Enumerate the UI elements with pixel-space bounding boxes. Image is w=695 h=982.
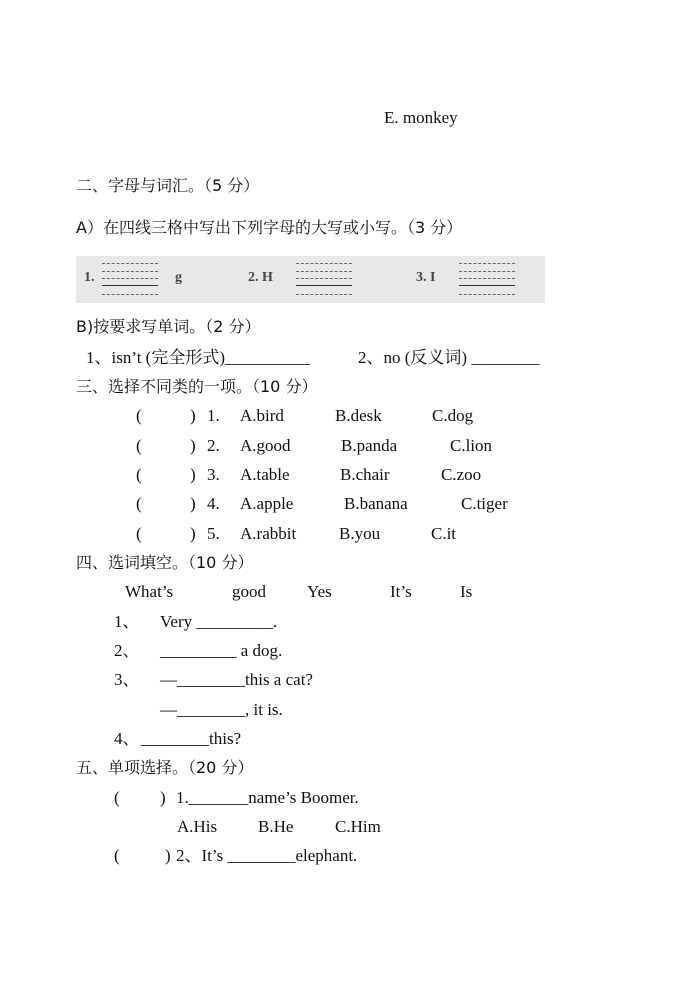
answer-paren-close: ) bbox=[190, 436, 196, 455]
section4-title: 四、选词填空。（10 分） bbox=[76, 553, 254, 572]
partB-item-1: 1、isn’t (完全形式)__________ bbox=[86, 348, 310, 367]
question-number: 5. bbox=[207, 524, 220, 543]
four-line-grid-3[interactable] bbox=[459, 261, 515, 297]
fill-item-3b: —________, it is. bbox=[160, 700, 283, 719]
option-b: B.you bbox=[339, 524, 381, 543]
grid-label-2: 2. H bbox=[248, 270, 273, 285]
answer-paren-open: ( bbox=[136, 406, 142, 425]
word-bank-1: good bbox=[232, 582, 266, 601]
grid-letter-1: g bbox=[175, 270, 182, 285]
answer-paren-open: ( bbox=[136, 465, 142, 484]
q2-paren-close: ) bbox=[165, 846, 171, 865]
answer-paren-close: ) bbox=[190, 406, 196, 425]
answer-paren-close: ) bbox=[190, 494, 196, 513]
section5-title: 五、单项选择。（20 分） bbox=[76, 758, 254, 777]
partB-item-2: 2、no (反义词) ________ bbox=[358, 348, 540, 367]
fill-num-2: 2、 bbox=[114, 641, 140, 660]
option-b: B.banana bbox=[344, 494, 408, 513]
section2-title: 二、字母与词汇。（5 分） bbox=[76, 176, 260, 195]
q1-paren-close: ) bbox=[160, 788, 166, 807]
option-a: A.bird bbox=[240, 406, 284, 425]
q1-option-c: C.Him bbox=[335, 817, 381, 836]
option-c: C.lion bbox=[450, 436, 493, 455]
grid-label-1: 1. bbox=[84, 270, 95, 285]
answer-paren-open: ( bbox=[136, 494, 142, 513]
question-number: 1. bbox=[207, 406, 220, 425]
q1-option-a: A.His bbox=[177, 817, 218, 836]
option-c: C.tiger bbox=[461, 494, 508, 513]
fill-num-4: 4、 bbox=[114, 729, 140, 748]
word-bank-3: It’s bbox=[390, 582, 412, 601]
q1-text: 1._______name’s Boomer. bbox=[176, 788, 359, 807]
word-bank-2: Yes bbox=[307, 582, 332, 601]
question-number: 2. bbox=[207, 436, 220, 455]
four-line-grid-2[interactable] bbox=[296, 261, 352, 297]
option-b: B.desk bbox=[335, 406, 382, 425]
section2-partA-title: A）在四线三格中写出下列字母的大写或小写。（3 分） bbox=[76, 218, 463, 237]
fill-item-4: ________this? bbox=[141, 729, 242, 748]
option-c: C.zoo bbox=[441, 465, 482, 484]
fill-item-2: _________ a dog. bbox=[160, 641, 283, 660]
option-e: E. monkey bbox=[384, 108, 458, 127]
grid-label-3: 3. I bbox=[416, 270, 436, 285]
q1-paren-open: ( bbox=[114, 788, 120, 807]
section2-partB-title: B)按要求写单词。（2 分） bbox=[76, 317, 261, 336]
word-bank-0: What’s bbox=[125, 582, 174, 601]
question-number: 3. bbox=[207, 465, 220, 484]
fill-num-1: 1、 bbox=[114, 612, 140, 631]
four-line-grid-1[interactable] bbox=[102, 261, 158, 297]
question-number: 4. bbox=[207, 494, 220, 513]
option-a: A.apple bbox=[240, 494, 294, 513]
answer-paren-open: ( bbox=[136, 524, 142, 543]
q1-option-b: B.He bbox=[258, 817, 294, 836]
q2-paren-open: ( bbox=[114, 846, 120, 865]
answer-paren-close: ) bbox=[190, 524, 196, 543]
option-a: A.good bbox=[240, 436, 291, 455]
q2-text: 2、It’s ________elephant. bbox=[176, 846, 358, 865]
option-a: A.rabbit bbox=[240, 524, 297, 543]
word-bank-4: Is bbox=[460, 582, 473, 601]
fill-item-3: —________this a cat? bbox=[160, 670, 313, 689]
option-c: C.dog bbox=[432, 406, 474, 425]
option-b: B.chair bbox=[340, 465, 390, 484]
four-line-grid-image bbox=[76, 256, 545, 303]
fill-item-1: Very _________. bbox=[160, 612, 278, 631]
fill-num-3: 3、 bbox=[114, 670, 140, 689]
option-c: C.it bbox=[431, 524, 457, 543]
answer-paren-close: ) bbox=[190, 465, 196, 484]
option-b: B.panda bbox=[341, 436, 398, 455]
section3-title: 三、选择不同类的一项。（10 分） bbox=[76, 377, 318, 396]
answer-paren-open: ( bbox=[136, 436, 142, 455]
option-a: A.table bbox=[240, 465, 290, 484]
